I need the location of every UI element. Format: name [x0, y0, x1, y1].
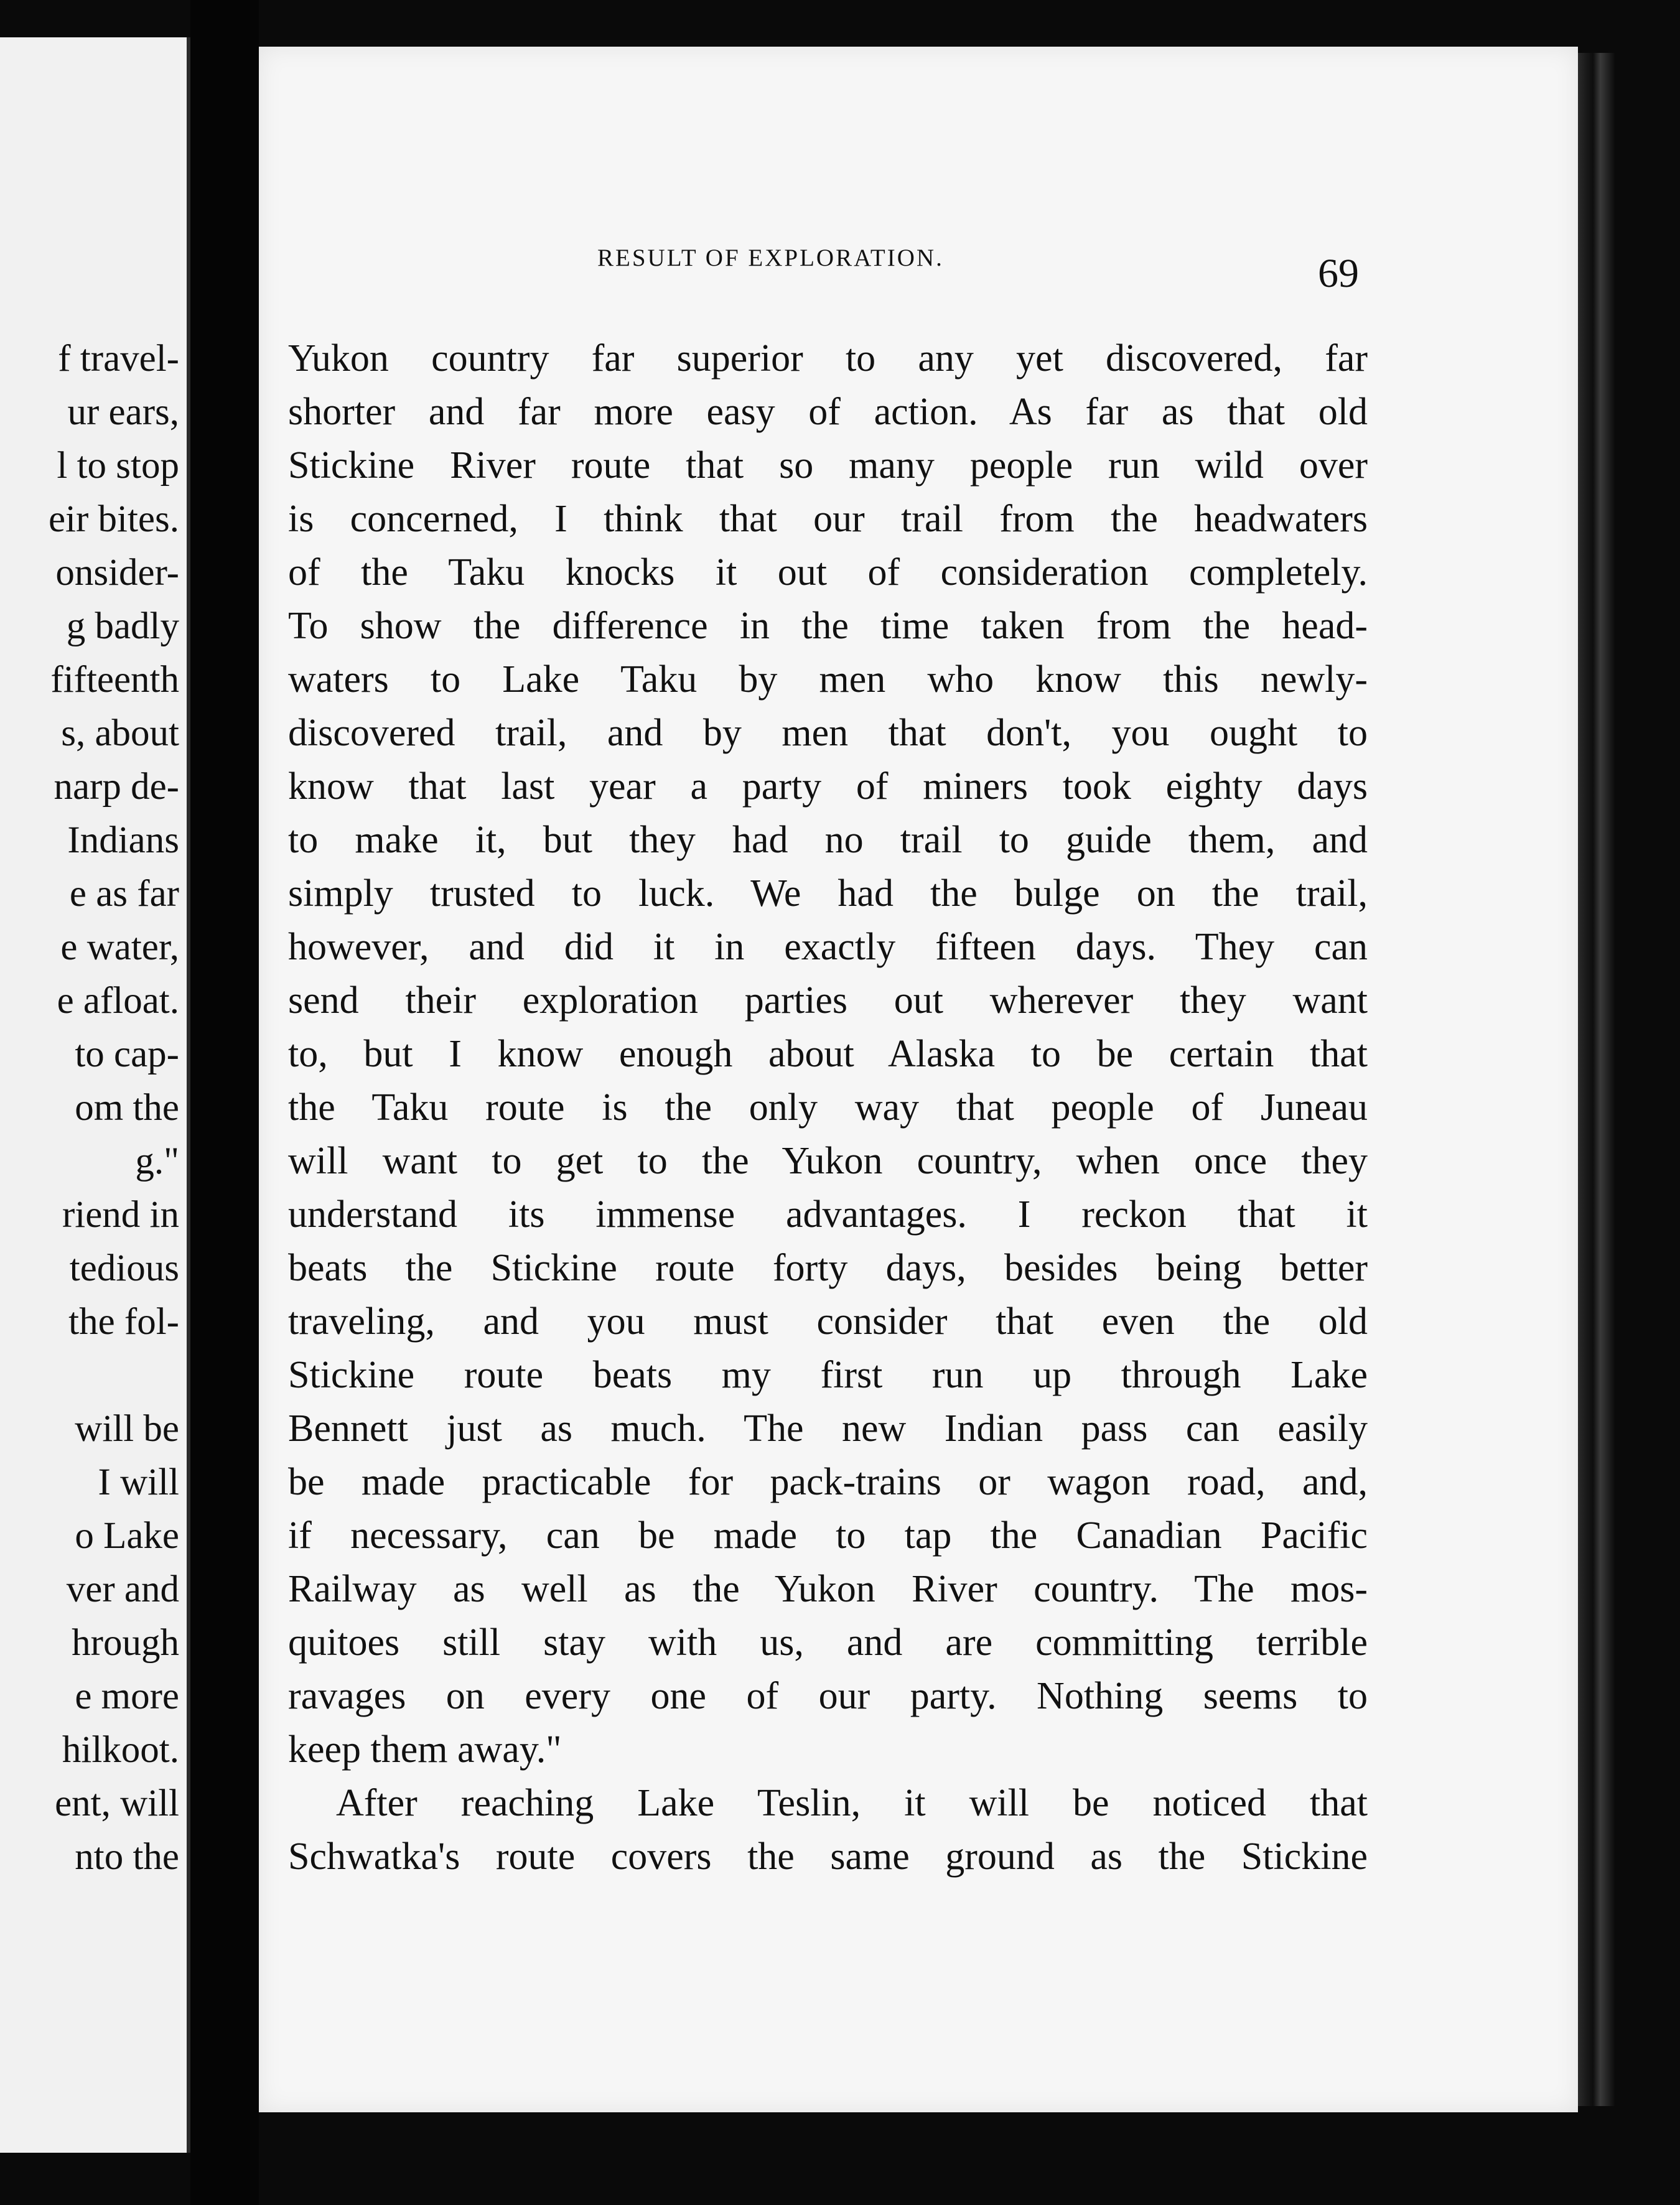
left-page-line: will be [75, 1408, 179, 1450]
text-line: to make it, but they had no trail to guide them, and [288, 819, 1368, 861]
text-line: if necessary, can be made to tap the Canadian Pacific [288, 1514, 1368, 1557]
left-page-line: to cap- [75, 1033, 179, 1075]
left-page-line: tedious [69, 1247, 179, 1289]
text-line: traveling, and you must consider that even the old [288, 1300, 1368, 1343]
text-line: After reaching Lake Teslin, it will be noticed that [336, 1782, 1368, 1824]
text-line: Bennett just as much. The new Indian pass can easily [288, 1407, 1368, 1450]
left-page-line: e afloat. [57, 980, 179, 1022]
text-line: be made practicable for pack-trains or wagon road, and, [288, 1461, 1368, 1503]
left-page-line: e more [75, 1676, 179, 1717]
left-page-line: om the [75, 1087, 179, 1129]
text-line: To show the difference in the time taken from the head- [288, 605, 1368, 647]
left-page-line: fifteenth [50, 659, 179, 701]
text-line: understand its immense advantages. I reckon that it [288, 1193, 1368, 1236]
text-line: beats the Stickine route forty days, besides being better [288, 1247, 1368, 1289]
left-page-line: the fol- [68, 1301, 179, 1343]
facing-page-left [0, 37, 190, 2153]
text-line: the Taku route is the only way that people of Juneau [288, 1086, 1368, 1129]
text-line: Yukon country far superior to any yet discovered, far [288, 337, 1368, 380]
left-page-line: I will [98, 1461, 179, 1503]
left-page-line: ver and [66, 1569, 179, 1610]
text-line: to, but I know enough about Alaska to be certain that [288, 1033, 1368, 1075]
left-page-line: ent, will [55, 1783, 179, 1824]
text-line: Stickine River route that so many people run wild over [288, 444, 1368, 487]
text-line: shorter and far more easy of action. As far as that old [288, 391, 1368, 433]
left-page-line: Indians [67, 819, 179, 861]
left-page-line: eir bites. [48, 498, 179, 540]
left-page-line: g badly [66, 605, 179, 647]
text-line: send their exploration parties out wherever they want [288, 979, 1368, 1022]
text-line: quitoes still stay with us, and are committing terrible [288, 1621, 1368, 1664]
left-page-line: e water, [60, 926, 179, 968]
text-line: is concerned, I think that our trail from the headwaters [288, 498, 1368, 540]
left-page-line: hrough [72, 1622, 179, 1664]
left-page-line: nto the [75, 1836, 179, 1878]
left-page-line: f travel- [58, 338, 179, 380]
left-page-line: s, about [61, 712, 179, 754]
text-line: however, and did it in exactly fifteen days. They can [288, 926, 1368, 968]
page-number: 69 [1318, 251, 1359, 296]
left-page-line: g." [135, 1140, 179, 1182]
text-line: waters to Lake Taku by men who know this newly- [288, 658, 1368, 701]
text-line: simply trusted to luck. We had the bulge on the trail, [288, 872, 1368, 915]
page-edges [1578, 53, 1615, 2106]
text-line: Stickine route beats my first run up through Lake [288, 1354, 1368, 1396]
text-line: discovered trail, and by men that don't, you ought to [288, 712, 1368, 754]
left-page-line: hilkoot. [62, 1729, 179, 1771]
text-line: know that last year a party of miners took eighty days [288, 765, 1368, 808]
running-head: RESULT OF EXPLORATION. [597, 245, 944, 271]
text-line: Schwatka's route covers the same ground as the Stickine [288, 1835, 1368, 1878]
left-page-line: o Lake [75, 1515, 179, 1557]
text-line: Railway as well as the Yukon River country. The mos- [288, 1568, 1368, 1610]
left-page-line: e as far [69, 873, 179, 915]
left-page-line: ur ears, [67, 391, 179, 433]
left-page-line: narp de- [54, 766, 179, 808]
text-line: keep them away." [288, 1728, 562, 1771]
book-gutter [190, 0, 259, 2205]
left-page-line: onsider- [55, 552, 179, 594]
left-page-line: riend in [62, 1194, 179, 1236]
text-line: will want to get to the Yukon country, when once they [288, 1140, 1368, 1182]
text-line: of the Taku knocks it out of consideration completely. [288, 551, 1368, 594]
left-page-line: l to stop [57, 445, 179, 487]
text-line: ravages on every one of our party. Nothing seems to [288, 1675, 1368, 1717]
